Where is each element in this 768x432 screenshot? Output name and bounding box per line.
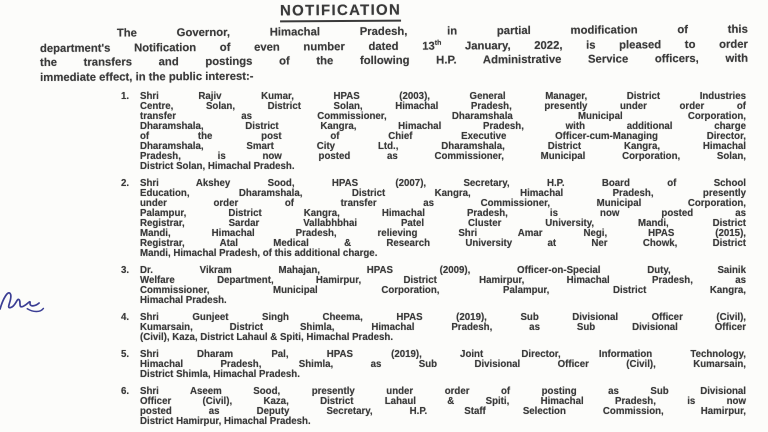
item-line: Shri Gunjeet Singh Cheema, HPAS (2019), Sub Divisional Officer (Civil), xyxy=(140,311,746,323)
item-number: 6. xyxy=(121,385,130,397)
list-item-6 xyxy=(121,385,746,427)
item-line: Himachal Pradesh, Shimla, as Sub Divisional Officer (Civil), Kumarsain, xyxy=(140,358,746,370)
item-line: Commissioner, Municipal Corporation, Palampur, District Kangra, xyxy=(140,284,746,296)
item-line: District Shimla, Himachal Pradesh. xyxy=(140,368,300,380)
item-text xyxy=(140,387,746,427)
item-line: Registrar, Atal Medical & Research University at Ner Chowk, District xyxy=(140,237,746,249)
item-line: District Solan, Himachal Pradesh. xyxy=(140,160,295,172)
intro-line-1: The Governor, Himachal Pradesh, in partial modification of this xyxy=(116,23,748,40)
item-line: District Hamirpur, Himachal Pradesh. xyxy=(140,415,311,427)
item-text xyxy=(140,92,746,172)
item-line: Mandi, Himachal Pradesh, of this additional charge. xyxy=(140,247,378,259)
item-line: of the post of Chief Executive Officer-cum-Managing Director, xyxy=(140,130,746,142)
item-number: 3. xyxy=(121,264,130,276)
item-text xyxy=(140,266,746,306)
ordinal-superscript: th xyxy=(434,39,442,47)
list-item-4 xyxy=(121,311,746,343)
item-text xyxy=(140,313,746,343)
item-number: 4. xyxy=(121,311,130,323)
item-line: Himachal Pradesh. xyxy=(140,294,227,306)
item-line: Registrar, Sardar Vallabhbhai Patel Cluster University, Mandi, District xyxy=(140,217,746,229)
item-number: 2. xyxy=(121,177,130,189)
intro-line-2-before-sup: department's Notification of even number dated 13 xyxy=(39,40,435,55)
item-line: Shri Aseem Sood, presently under order of posting as Sub Divisional xyxy=(140,385,746,397)
item-line: Pradesh, is now posted as Commissioner, Municipal Corporation, Solan, xyxy=(140,150,746,162)
page-title: NOTIFICATION xyxy=(280,2,401,23)
item-line: Welfare Department, Hamirpur, District Hamirpur, Himachal Pradesh, as xyxy=(140,274,746,286)
intro-line-4: immediate effect, in the public interest:- xyxy=(40,70,254,85)
list-item-3 xyxy=(121,264,746,306)
item-line: Dharamshala, Smart City Ltd., Dharamshala, District Kangra, Himachal xyxy=(140,140,746,152)
intro-paragraph xyxy=(40,23,748,86)
item-line: Officer (Civil), Kaza, District Lahaul & Spiti, Himachal Pradesh, is now xyxy=(140,395,746,407)
intro-line-3: the transfers and postings of the following H.P. Administrative Service officers, with xyxy=(40,53,749,70)
item-line: Mandi, Himachal Pradesh, relieving Shri Amar Negi, HPAS (2015), xyxy=(140,227,746,239)
handwritten-ink-scrawl-icon xyxy=(0,275,48,325)
item-line: posted as Deputy Secretary, H.P. Staff Selection Commission, Hamirpur, xyxy=(140,405,746,417)
item-line: Shri Dharam Pal, HPAS (2019), Joint Director, Information Technology, xyxy=(140,348,746,360)
item-line: transfer as Commissioner, Dharamshala Municipal Corporation, xyxy=(140,110,746,122)
item-line: Education, Dharamshala, District Kangra, Himachal Pradesh, presently xyxy=(140,187,746,199)
intro-line-2-after-sup: January, 2022, is pleased to order xyxy=(441,38,748,53)
item-text xyxy=(140,350,746,380)
item-line: Shri Rajiv Kumar, HPAS (2003), General Manager, District Industries xyxy=(140,90,746,102)
item-text xyxy=(140,179,746,259)
item-line: Centre, Solan, District Solan, Himachal Pradesh, presently under order of xyxy=(140,100,746,112)
heading-row xyxy=(40,2,748,22)
item-line: (Civil), Kaza, District Lahaul & Spiti, Himachal Pradesh. xyxy=(140,331,394,343)
item-number: 5. xyxy=(121,348,130,360)
item-line: Dr. Vikram Mahajan, HPAS (2009), Officer-on-Special Duty, Sainik xyxy=(140,264,746,276)
list-item-1 xyxy=(121,90,746,172)
list-item-2 xyxy=(121,177,746,259)
item-line: under order of transfer as Commissioner, Municipal Corporation, xyxy=(140,197,746,209)
item-line: Shri Akshey Sood, HPAS (2007), Secretary, H.P. Board of School xyxy=(140,177,746,189)
item-line: Palampur, District Kangra, Himachal Pradesh, is now posted as xyxy=(140,207,746,219)
item-number: 1. xyxy=(121,90,130,102)
item-line: Dharamshala, District Kangra, Himachal Pradesh, with additional charge xyxy=(140,120,746,132)
list-item-5 xyxy=(121,348,746,380)
officer-list xyxy=(121,90,746,427)
item-line: Kumarsain, District Shimla, Himachal Pradesh, as Sub Divisional Officer xyxy=(140,321,746,333)
